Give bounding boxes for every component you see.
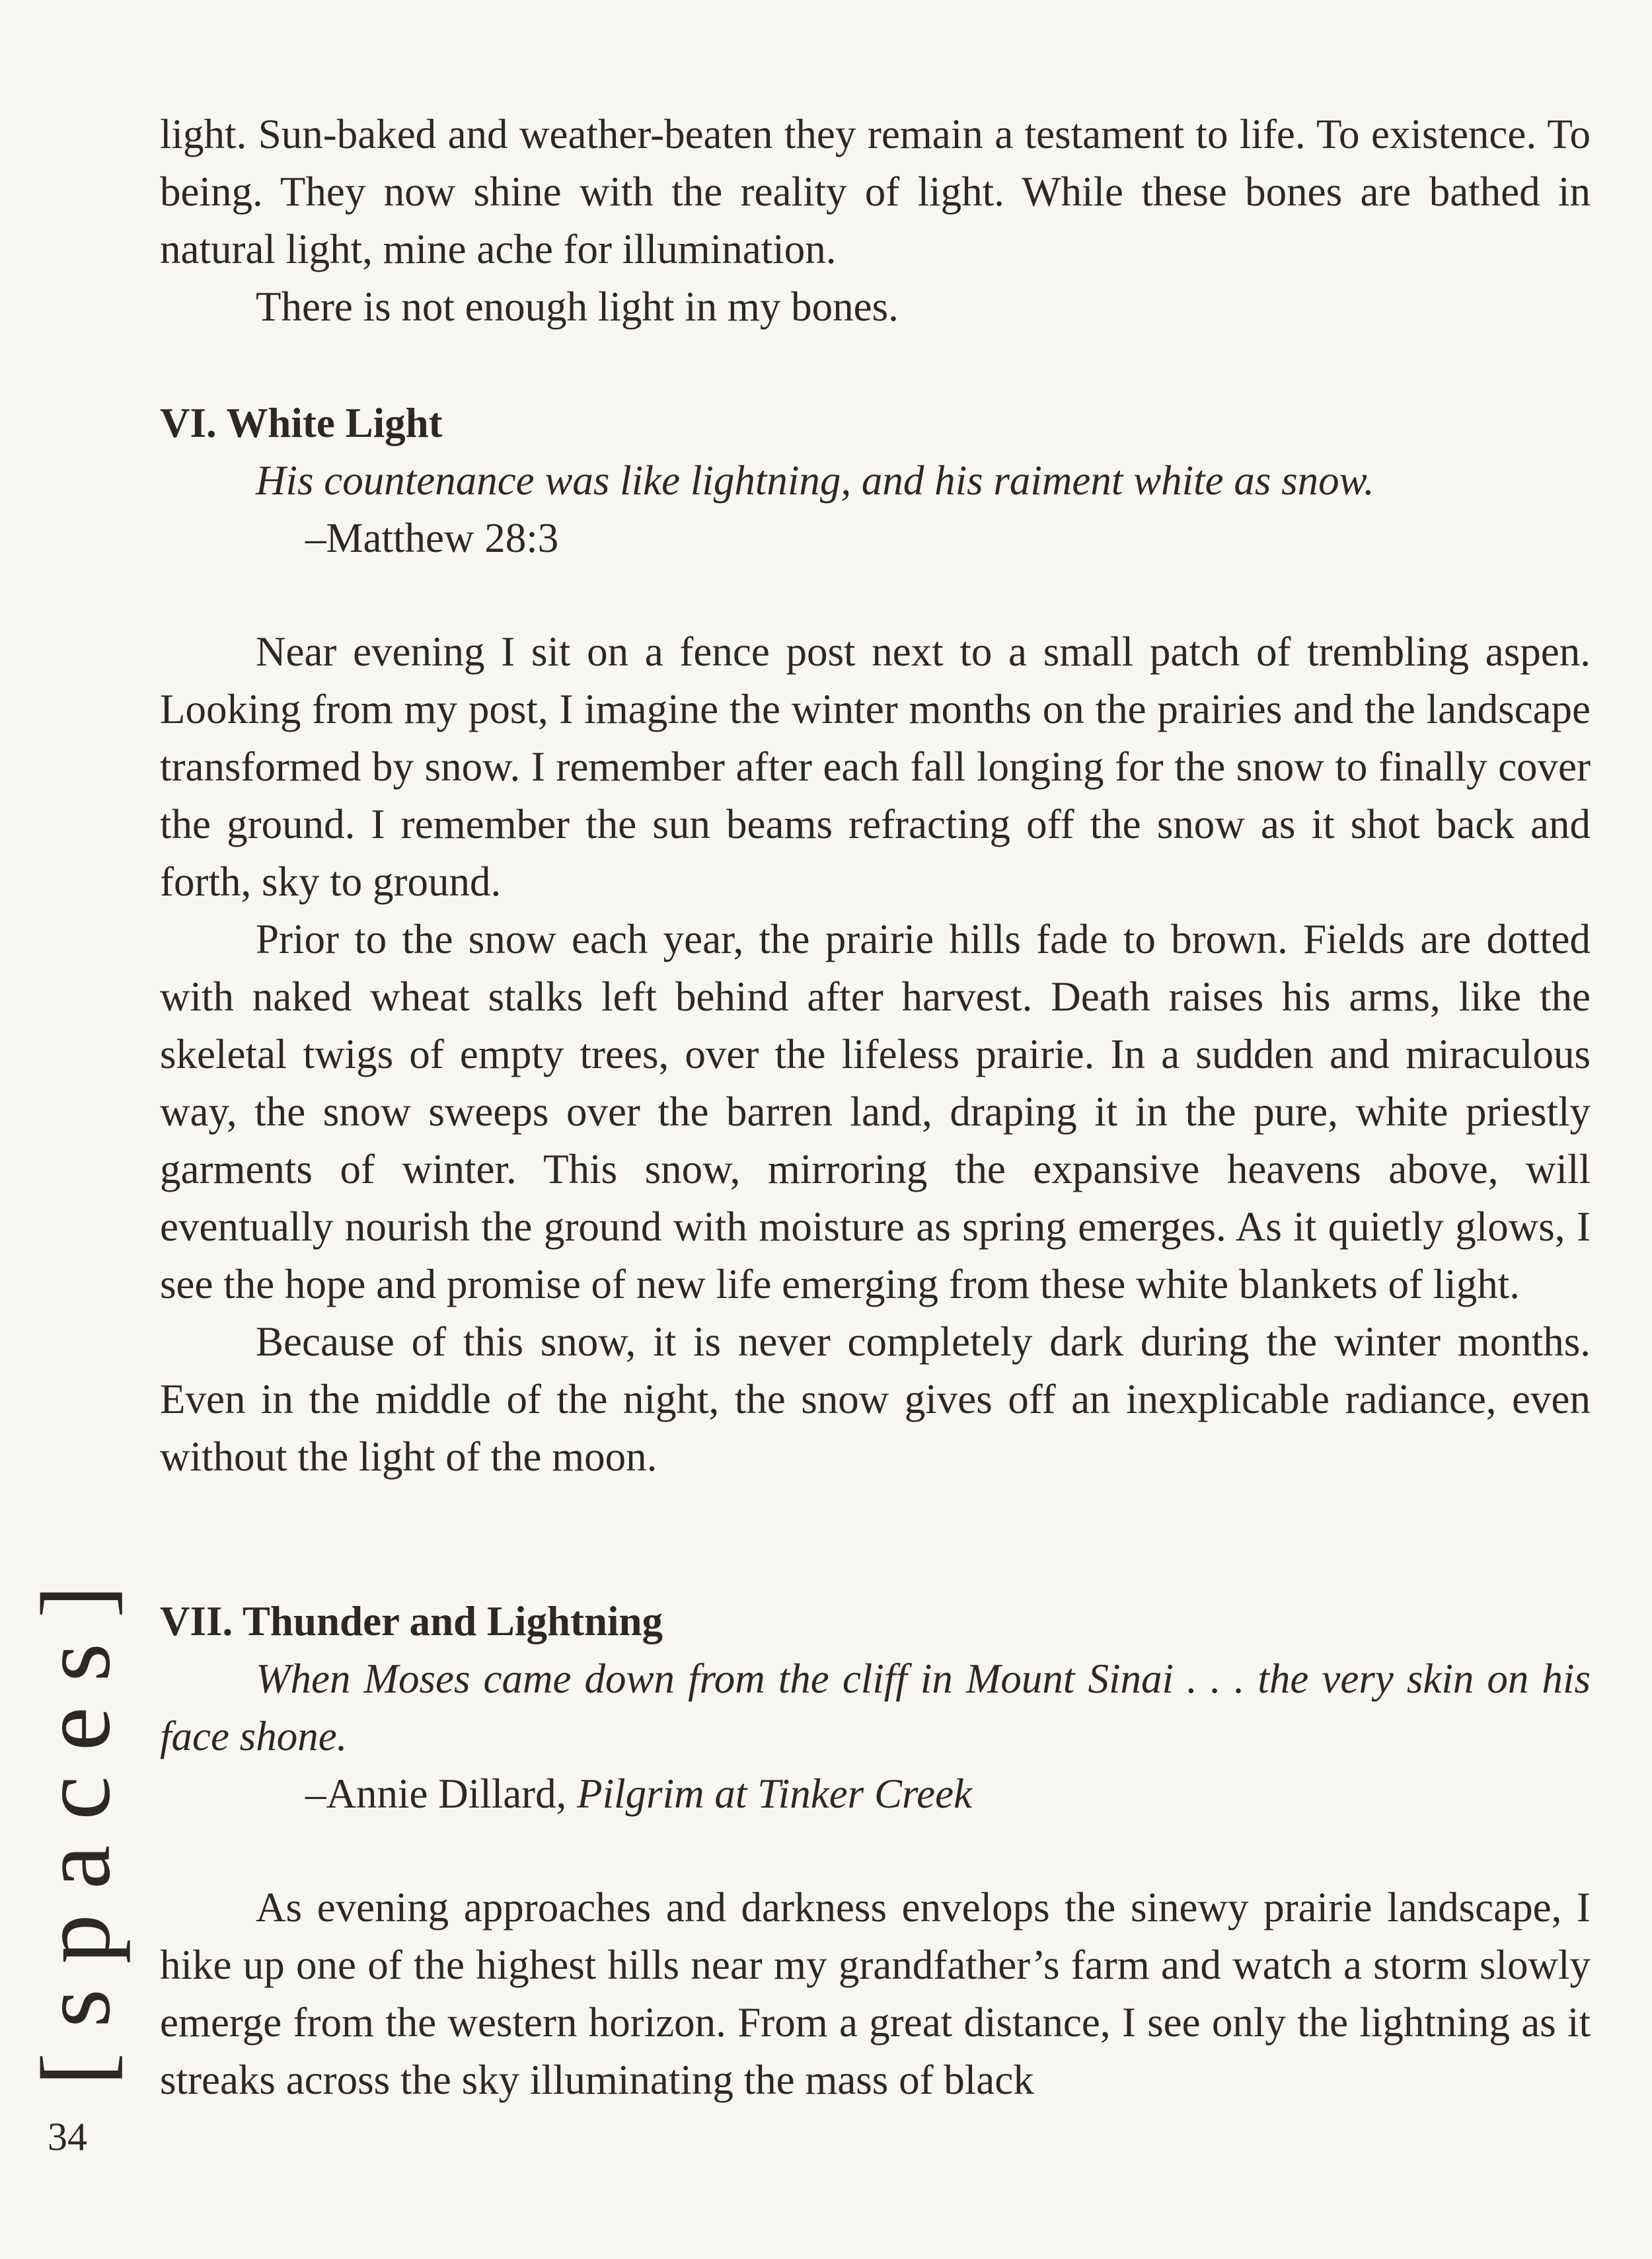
section-label-text: [spaces] — [21, 1559, 131, 2086]
paragraph-intro-continued: light. Sun-baked and weather-beaten they remain a testament to life. To existence. To being. They now shine with the reality of light. While these bones are bathed in natural light, mine ache for illumination. — [160, 111, 1591, 272]
attribution-author: –Annie Dillard, — [305, 1771, 578, 1817]
section-label-vertical — [20, 1523, 132, 2122]
paragraph-thunder-1: As evening approaches and darkness envelops the sinewy prairie landscape, I hike up one of the highest hills near my grandfather’s farm and watch a storm slowly emerge from the western horizon. From a great distance, I see only the lightning as it streaks across the sky illuminating the mass of black — [160, 1884, 1591, 2103]
section-heading-white-light: VI. White Light — [160, 400, 443, 446]
epigraph-attribution-white-light: –Matthew 28:3 — [305, 515, 559, 561]
epigraph-white-light — [160, 452, 1591, 510]
continued-passage — [160, 106, 1591, 336]
page-number: 34 — [48, 2115, 87, 2159]
section-heading-thunder: VII. Thunder and Lightning — [160, 1598, 663, 1644]
epigraph-quote: His countenance was like lightning, and his raiment white as snow. — [256, 457, 1374, 504]
thunder-passage — [160, 1879, 1591, 2109]
attribution-work-title: Pilgrim at Tinker Creek — [577, 1771, 973, 1817]
epigraph-quote: When Moses came down from the cliff in Mount Sinai . . . the very skin on his face shone. — [160, 1656, 1591, 1759]
paragraph-intro-closing: There is not enough light in my bones. — [256, 284, 899, 330]
paragraph-white-light-2: Prior to the snow each year, the prairie hills fade to brown. Fields are dotted with naked wheat stalks left behind after harvest. Death raises his arms, like the skeletal twigs of empty trees, over the lifeless prairie. In a sudden and miraculous way, the snow sweeps over the barren land, draping it in the pure, white priestly garments of winter. This snow, mirroring the expansive heavens above, will eventually nourish the ground with moisture as spring emerges. As it quietly glows, I see the hope and promise of new life emerging from these white blankets of light. — [160, 916, 1591, 1307]
paragraph-white-light-3: Because of this snow, it is never completely dark during the winter months. Even in the middle of the night, the snow gives off an inexplicable radiance, even without the light of the moon. — [160, 1319, 1591, 1480]
epigraph-attribution-thunder — [305, 1765, 972, 1823]
epigraph-thunder — [160, 1650, 1591, 1765]
paragraph-white-light-1: Near evening I sit on a fence post next to a small patch of trembling aspen. Looking from my post, I imagine the winter months on the prairies and the landscape transformed by snow. I remember after each fall longing for the snow to finally cover the ground. I remember the sun beams refracting off the snow as it shot back and forth, sky to ground. — [160, 629, 1591, 905]
white-light-passage — [160, 623, 1591, 1486]
